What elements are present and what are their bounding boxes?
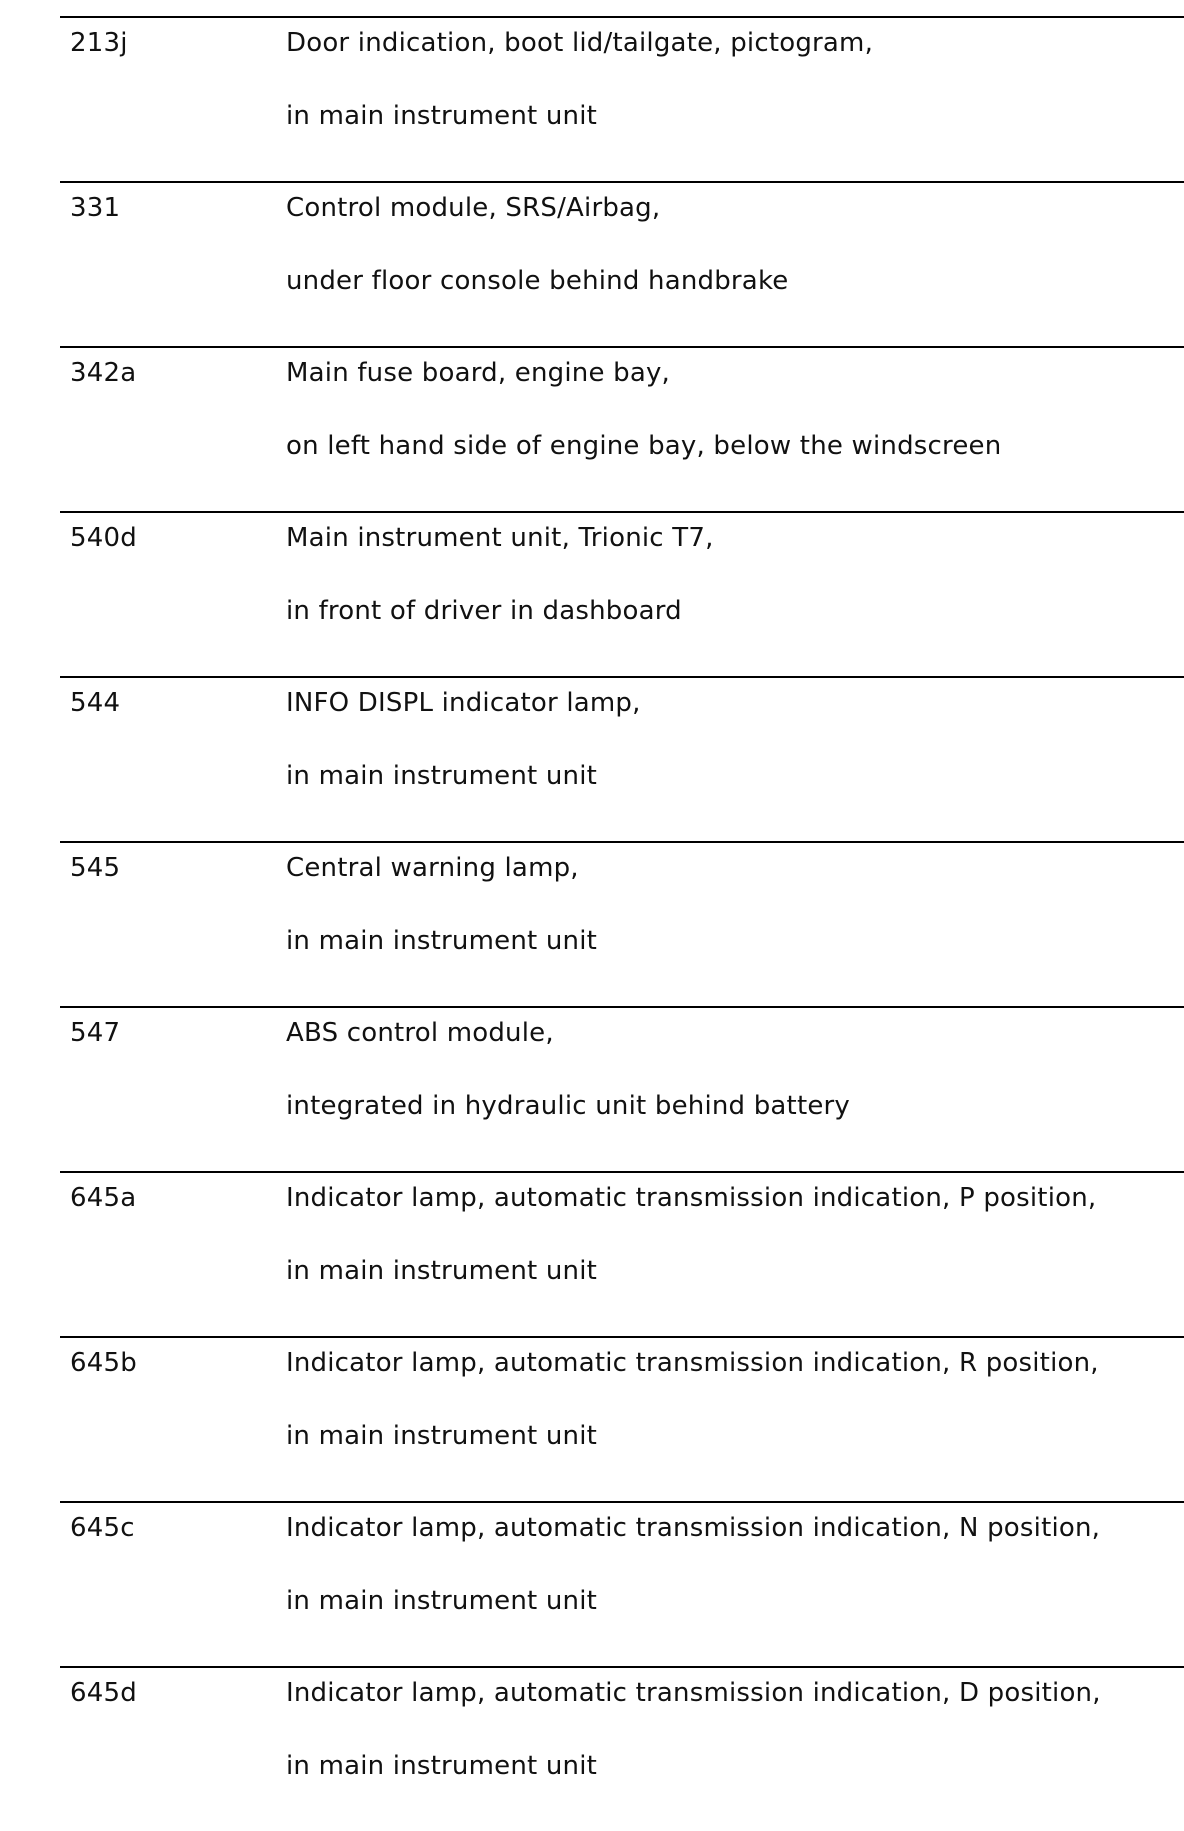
component-location: integrated in hydraulic unit behind battery (286, 1091, 851, 1121)
component-code: 342a (70, 358, 137, 388)
component-code: 645c (70, 1513, 135, 1543)
component-location: in main instrument unit (286, 761, 598, 791)
component-location: in main instrument unit (286, 926, 598, 956)
component-description: Indicator lamp, automatic transmission indication, R position, (286, 1348, 1099, 1378)
component-description: INFO DISPL indicator lamp, (286, 688, 641, 718)
component-code: 645d (70, 1678, 137, 1708)
component-description: Door indication, boot lid/tailgate, pictogram, (286, 28, 874, 58)
component-code: 540d (70, 523, 137, 553)
component-location: in main instrument unit (286, 1751, 598, 1781)
component-location: in front of driver in dashboard (286, 596, 682, 626)
component-code: 547 (70, 1018, 121, 1048)
component-code: 544 (70, 688, 121, 718)
table-row (60, 511, 1184, 676)
component-table (60, 16, 1184, 1831)
component-code: 645a (70, 1183, 137, 1213)
table-row (60, 841, 1184, 1006)
component-description: Indicator lamp, automatic transmission indication, N position, (286, 1513, 1101, 1543)
component-location: in main instrument unit (286, 1421, 598, 1451)
table-row (60, 1336, 1184, 1501)
component-description: Main instrument unit, Trionic T7, (286, 523, 714, 553)
component-description: Indicator lamp, automatic transmission indication, D position, (286, 1678, 1101, 1708)
component-description: Central warning lamp, (286, 853, 579, 883)
table-row (60, 346, 1184, 511)
component-location: under floor console behind handbrake (286, 266, 789, 296)
table-row (60, 676, 1184, 841)
table-row (60, 1666, 1184, 1831)
table-row (60, 1006, 1184, 1171)
table-row (60, 16, 1184, 181)
component-code: 213j (70, 28, 128, 58)
table-row (60, 1171, 1184, 1336)
component-code: 645b (70, 1348, 137, 1378)
component-code: 545 (70, 853, 121, 883)
table-row (60, 1501, 1184, 1666)
component-description: ABS control module, (286, 1018, 554, 1048)
component-location: in main instrument unit (286, 101, 598, 131)
table-row (60, 181, 1184, 346)
component-location: on left hand side of engine bay, below the windscreen (286, 431, 1002, 461)
component-description: Main fuse board, engine bay, (286, 358, 671, 388)
component-location: in main instrument unit (286, 1256, 598, 1286)
component-location: in main instrument unit (286, 1586, 598, 1616)
component-description: Indicator lamp, automatic transmission indication, P position, (286, 1183, 1097, 1213)
component-description: Control module, SRS/Airbag, (286, 193, 661, 223)
component-code: 331 (70, 193, 121, 223)
